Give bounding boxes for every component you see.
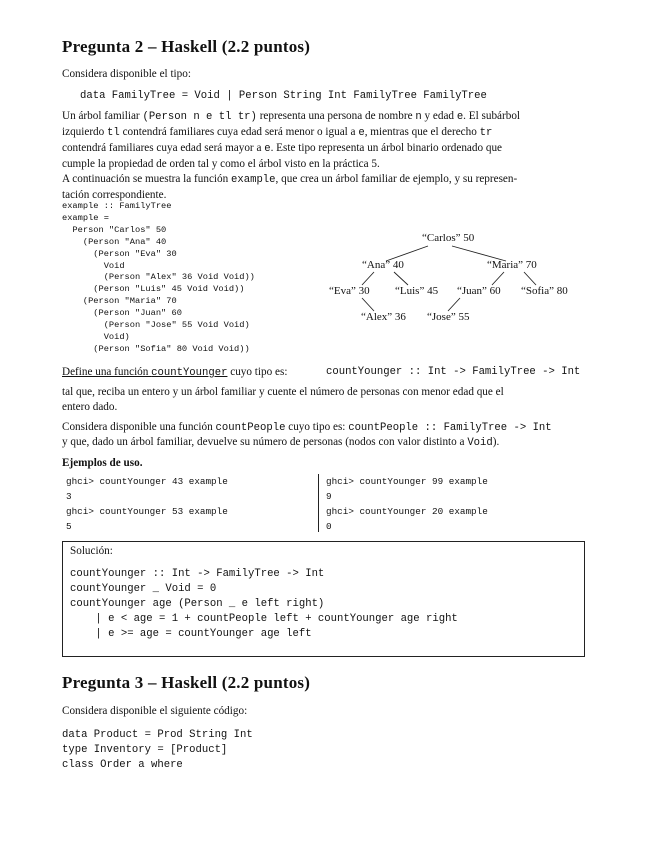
define-text bbox=[62, 366, 227, 378]
description-line bbox=[62, 157, 577, 172]
q3-intro: Considera disponible el siguiente código: bbox=[62, 705, 248, 717]
q2-type-definition: data FamilyTree = Void | Person String Int FamilyTree FamilyTree bbox=[80, 90, 487, 102]
description-line-2-seg-0: contendrá familiares cuya edad será mayor a bbox=[62, 142, 265, 154]
description-line-0-seg-0: Un árbol familiar bbox=[62, 110, 143, 122]
example-code-line: (Person "Juan" 60 bbox=[62, 308, 182, 319]
example-output: 5 bbox=[66, 521, 72, 532]
description-line bbox=[62, 172, 577, 188]
edge-eva-alex bbox=[362, 298, 374, 311]
q3-code-line: type Inventory = [Product] bbox=[62, 744, 228, 756]
edge-maria-sofia bbox=[524, 272, 536, 285]
countpeople-line-2 bbox=[62, 435, 499, 451]
tree-node-sofia: “Sofia” 80 bbox=[521, 285, 568, 297]
define-line-3: entero dado. bbox=[62, 401, 118, 413]
example-code-line: Void bbox=[62, 260, 125, 271]
q2-title: Pregunta 2 – Haskell (2.2 puntos) bbox=[62, 37, 311, 56]
description-line bbox=[62, 109, 577, 125]
solution-code bbox=[70, 567, 458, 642]
solution-code-line: countYounger _ Void = 0 bbox=[70, 583, 217, 595]
solution-code-line: countYounger :: Int -> FamilyTree -> Int bbox=[70, 568, 325, 580]
example-command: ghci> countYounger 53 example bbox=[66, 506, 228, 517]
tree-node-juan: “Juan” 60 bbox=[457, 285, 501, 297]
edge-maria-juan bbox=[492, 272, 504, 285]
define-function-line bbox=[62, 365, 287, 381]
example-code-line: Person "Carlos" 50 bbox=[62, 224, 167, 235]
define-post: cuyo tipo es: bbox=[227, 366, 288, 378]
example-code-line: Void) bbox=[62, 331, 130, 342]
q3-code bbox=[62, 728, 253, 773]
countpeople-line-1-seg-3: countPeople :: FamilyTree -> Int bbox=[348, 422, 552, 434]
example-code-line: (Person "Sofia" 80 Void Void)) bbox=[62, 343, 250, 354]
description-line-1-seg-4: , mientras que el derecho bbox=[364, 126, 480, 138]
countyounger-signature: countYounger :: Int -> FamilyTree -> Int bbox=[326, 366, 581, 378]
example-code-line: (Person "Luis" 45 Void Void)) bbox=[62, 284, 245, 295]
countpeople-line-2-seg-0: y que, dado un árbol familiar, devuelve su número de personas (nodos con valor distinto a bbox=[62, 436, 468, 448]
example-command: ghci> countYounger 43 example bbox=[66, 476, 228, 487]
example-code-block bbox=[62, 201, 255, 356]
tree-node-ana: “Ana” 40 bbox=[362, 259, 404, 271]
description-line-1-seg-1: tl bbox=[107, 127, 120, 139]
tree-node-alex: “Alex” 36 bbox=[361, 311, 406, 323]
q2-intro: Considera disponible el tipo: bbox=[62, 68, 191, 80]
define-line-2: tal que, reciba un entero y un árbol familiar y cuente el número de personas con menor edad que el bbox=[62, 386, 504, 398]
description-line-3-seg-0: cumple la propiedad de orden tal y como el árbol visto en la práctica 5. bbox=[62, 158, 380, 170]
solution-code-line: | e < age = 1 + countPeople left + countYounger age right bbox=[70, 613, 458, 625]
countpeople-line-1-seg-2: cuyo tipo es: bbox=[285, 421, 349, 433]
description-line bbox=[62, 141, 577, 157]
edge-ana-eva bbox=[362, 272, 374, 285]
description-line-1-seg-0: izquierdo bbox=[62, 126, 108, 138]
tree-node-maria: “Maria” 70 bbox=[487, 259, 537, 271]
example-code-line: (Person "Maria" 70 bbox=[62, 296, 177, 307]
description-line-0-seg-2: representa una persona de nombre bbox=[256, 110, 416, 122]
define-pre: Define una función bbox=[62, 366, 152, 378]
description-line-5-seg-0: tación correspondiente. bbox=[62, 189, 167, 201]
solution-code-line: | e >= age = countYounger age left bbox=[70, 628, 312, 640]
q3-title: Pregunta 3 – Haskell (2.2 puntos) bbox=[62, 673, 311, 692]
example-code-line: example :: FamilyTree bbox=[62, 201, 172, 211]
example-code-line: (Person "Ana" 40 bbox=[62, 236, 167, 247]
example-code-line: (Person "Alex" 36 Void Void)) bbox=[62, 272, 255, 283]
example-code-line: example = bbox=[62, 212, 109, 223]
edge-ana-luis bbox=[394, 272, 408, 285]
tree-node-jose: “Jose” 55 bbox=[427, 311, 470, 323]
solution-code-line: countYounger age (Person _ e left right) bbox=[70, 598, 325, 610]
description-line-0-seg-4: y edad bbox=[421, 110, 457, 122]
example-output: 3 bbox=[66, 491, 72, 502]
solution-label: Solución: bbox=[70, 545, 113, 557]
description-line-4-seg-0: A continuación se muestra la función bbox=[62, 173, 232, 185]
description-line-1-seg-3: e bbox=[358, 127, 365, 139]
description-line-2-seg-1: e bbox=[264, 143, 271, 155]
description-line-4-seg-1: example bbox=[231, 174, 276, 186]
q3-code-line: data Product = Prod String Int bbox=[62, 729, 253, 741]
example-code-line: (Person "Jose" 55 Void Void) bbox=[62, 320, 250, 331]
countpeople-line-2-seg-1: Void bbox=[467, 437, 493, 449]
solution-box bbox=[62, 541, 585, 657]
example-code-line: (Person "Eva" 30 bbox=[62, 248, 177, 259]
example-command: ghci> countYounger 99 example bbox=[326, 476, 488, 487]
q3-code-line: class Order a where bbox=[62, 759, 183, 771]
q2-description bbox=[62, 109, 577, 203]
examples-title: Ejemplos de uso. bbox=[62, 457, 143, 469]
description-line-4-seg-2: , que crea un árbol familiar de ejemplo, y su represen- bbox=[275, 173, 518, 185]
example-output: 0 bbox=[326, 521, 332, 532]
countpeople-line-2-seg-2: ). bbox=[492, 436, 500, 448]
countpeople-line-1-seg-0: Considera disponible una función bbox=[62, 421, 216, 433]
description-line-0-seg-1: (Person n e tl tr) bbox=[142, 111, 257, 123]
description-line-2-seg-2: . Este tipo representa un árbol binario ordenado que bbox=[270, 142, 503, 154]
family-tree-diagram bbox=[320, 228, 590, 328]
example-output: 9 bbox=[326, 491, 332, 502]
description-line-1-seg-5: tr bbox=[479, 127, 493, 139]
edge-juan-jose bbox=[448, 298, 460, 311]
countpeople-line-1-seg-1: countPeople bbox=[215, 422, 286, 434]
tree-node-luis: “Luis” 45 bbox=[395, 285, 439, 297]
description-line-0-seg-3: n bbox=[415, 111, 422, 123]
countpeople-line-1 bbox=[62, 420, 552, 436]
description-line-0-seg-5: e bbox=[456, 111, 464, 123]
examples-right bbox=[326, 474, 488, 534]
description-line-1-seg-2: contendrá familiares cuya edad será menor o igual a bbox=[119, 126, 359, 138]
tree-node-carlos: “Carlos” 50 bbox=[422, 232, 475, 244]
examples-divider bbox=[318, 474, 319, 532]
tree-node-eva: “Eva” 30 bbox=[329, 285, 370, 297]
examples-left bbox=[66, 474, 228, 534]
define-fn-name: countYounger bbox=[151, 367, 228, 379]
example-command: ghci> countYounger 20 example bbox=[326, 506, 488, 517]
description-line-0-seg-6: . El subárbol bbox=[463, 110, 521, 122]
description-line bbox=[62, 125, 577, 141]
